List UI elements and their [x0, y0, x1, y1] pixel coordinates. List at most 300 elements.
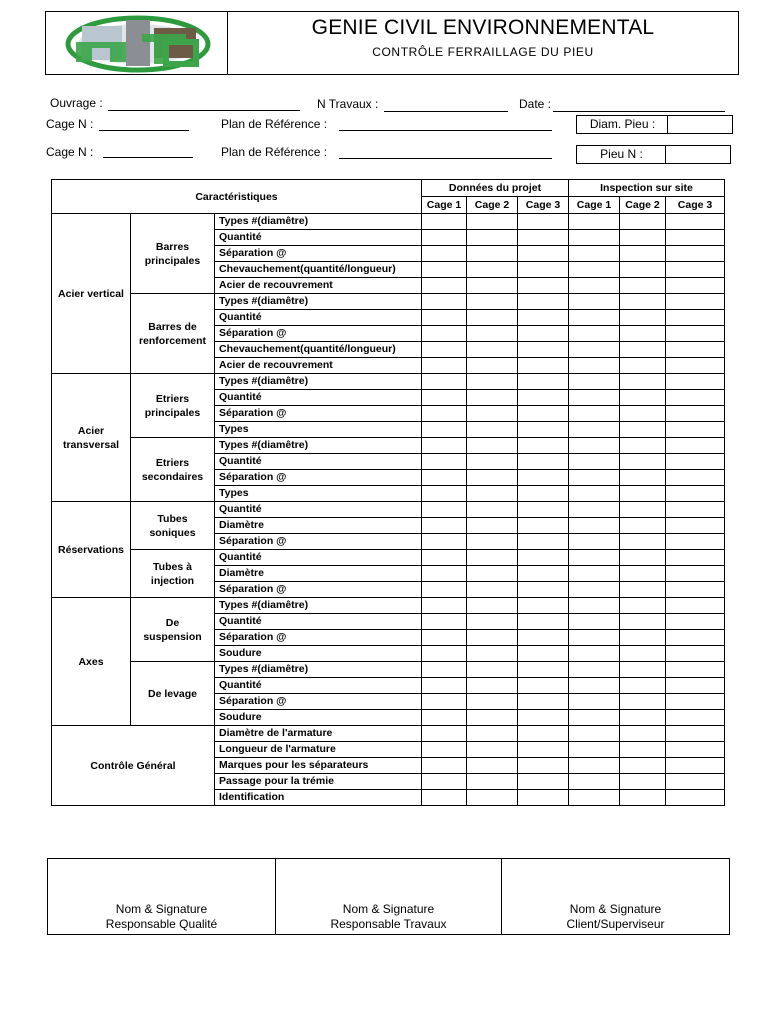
projet-cage-2-cell[interactable] — [467, 614, 518, 630]
projet-cage-1-cell[interactable] — [422, 502, 467, 518]
site-cage-3-cell[interactable] — [666, 742, 725, 758]
site-cage-2-cell[interactable] — [620, 630, 666, 646]
site-cage-3-cell[interactable] — [666, 470, 725, 486]
site-cage-1-cell[interactable] — [569, 230, 620, 246]
projet-cage-3-cell[interactable] — [518, 518, 569, 534]
site-cage-3-cell[interactable] — [666, 582, 725, 598]
projet-cage-3-cell[interactable] — [518, 310, 569, 326]
site-cage-2-cell[interactable] — [620, 486, 666, 502]
inspection-table — [51, 179, 725, 806]
site-cage-3-cell[interactable] — [666, 294, 725, 310]
site-cage-1-cell[interactable] — [569, 342, 620, 358]
projet-cage-2-cell[interactable] — [467, 422, 518, 438]
site-cage-2-cell[interactable] — [620, 662, 666, 678]
inspection-site-header: Inspection sur site — [569, 180, 725, 197]
site-cage-3-cell[interactable] — [666, 518, 725, 534]
site-cage-2-cell[interactable] — [620, 374, 666, 390]
projet-cage-3-cell[interactable] — [518, 390, 569, 406]
projet-cage-1-cell[interactable] — [422, 230, 467, 246]
projet-cage-1-cell[interactable] — [422, 438, 467, 454]
item-label: Longueur de l'armature — [215, 742, 422, 758]
site-cage-3-cell[interactable] — [666, 246, 725, 262]
projet-cage-3-cell[interactable] — [518, 294, 569, 310]
projet-cage-1-cell[interactable] — [422, 518, 467, 534]
projet-cage-3-cell[interactable] — [518, 742, 569, 758]
signature-client-line2: Client/Superviseur — [566, 917, 665, 931]
item-label: Diamètre de l'armature — [215, 726, 422, 742]
site-cage-1-cell[interactable] — [569, 326, 620, 342]
site-cage-3-header: Cage 3 — [666, 197, 725, 214]
projet-cage-3-cell[interactable] — [518, 214, 569, 230]
site-cage-1-cell[interactable] — [569, 598, 620, 614]
projet-cage-3-cell[interactable] — [518, 662, 569, 678]
site-cage-1-cell[interactable] — [569, 678, 620, 694]
site-cage-1-cell[interactable] — [569, 550, 620, 566]
donnees-projet-header: Données du projet — [422, 180, 569, 197]
item-label: Types #(diamêtre) — [215, 662, 422, 678]
site-cage-3-cell[interactable] — [666, 214, 725, 230]
signature-works-line1: Nom & Signature — [342, 902, 435, 916]
projet-cage-2-cell[interactable] — [467, 486, 518, 502]
diam-pieu-value[interactable] — [667, 116, 732, 133]
site-cage-1-cell[interactable] — [569, 518, 620, 534]
pieu-n-box[interactable] — [576, 145, 731, 164]
item-label: Quantité — [215, 678, 422, 694]
projet-cage-3-header: Cage 3 — [518, 197, 569, 214]
projet-cage-1-cell[interactable] — [422, 390, 467, 406]
site-cage-3-cell[interactable] — [666, 710, 725, 726]
site-cage-1-cell[interactable] — [569, 390, 620, 406]
site-cage-3-cell[interactable] — [666, 278, 725, 294]
projet-cage-3-cell[interactable] — [518, 758, 569, 774]
item-label: Types — [215, 486, 422, 502]
signature-client[interactable] — [502, 859, 730, 935]
projet-cage-1-cell[interactable] — [422, 278, 467, 294]
site-cage-2-cell[interactable] — [620, 342, 666, 358]
item-label: Diamètre — [215, 566, 422, 582]
group-label: Acier transversal — [52, 374, 131, 502]
site-cage-3-cell[interactable] — [666, 614, 725, 630]
site-cage-3-cell[interactable] — [666, 390, 725, 406]
site-cage-1-cell[interactable] — [569, 486, 620, 502]
projet-cage-3-cell[interactable] — [518, 486, 569, 502]
projet-cage-3-cell[interactable] — [518, 422, 569, 438]
item-label: Acier de recouvrement — [215, 358, 422, 374]
projet-cage-2-cell[interactable] — [467, 646, 518, 662]
site-cage-2-cell[interactable] — [620, 278, 666, 294]
site-cage-1-cell[interactable] — [569, 614, 620, 630]
signature-quality-line1: Nom & Signature — [115, 902, 208, 916]
site-cage-2-cell[interactable] — [620, 406, 666, 422]
projet-cage-1-cell[interactable] — [422, 678, 467, 694]
projet-cage-1-cell[interactable] — [422, 758, 467, 774]
document-header — [45, 11, 739, 75]
projet-cage-2-cell[interactable] — [467, 710, 518, 726]
site-cage-1-cell[interactable] — [569, 582, 620, 598]
table-row — [52, 550, 725, 566]
projet-cage-1-cell[interactable] — [422, 454, 467, 470]
table-row — [52, 598, 725, 614]
projet-cage-3-cell[interactable] — [518, 646, 569, 662]
table-row — [52, 214, 725, 230]
site-cage-1-cell[interactable] — [569, 774, 620, 790]
projet-cage-2-cell[interactable] — [467, 518, 518, 534]
site-cage-2-cell[interactable] — [620, 566, 666, 582]
projet-cage-2-cell[interactable] — [467, 454, 518, 470]
projet-cage-3-cell[interactable] — [518, 230, 569, 246]
projet-cage-2-cell[interactable] — [467, 390, 518, 406]
projet-cage-2-cell[interactable] — [467, 310, 518, 326]
table-row — [52, 294, 725, 310]
site-cage-2-cell[interactable] — [620, 726, 666, 742]
projet-cage-2-cell[interactable] — [467, 342, 518, 358]
projet-cage-2-cell[interactable] — [467, 774, 518, 790]
projet-cage-1-cell[interactable] — [422, 662, 467, 678]
projet-cage-3-cell[interactable] — [518, 374, 569, 390]
site-cage-1-cell[interactable] — [569, 454, 620, 470]
projet-cage-2-cell[interactable] — [467, 214, 518, 230]
item-label: Acier de recouvrement — [215, 278, 422, 294]
site-cage-3-cell[interactable] — [666, 502, 725, 518]
projet-cage-3-cell[interactable] — [518, 406, 569, 422]
site-cage-3-cell[interactable] — [666, 342, 725, 358]
subgroup-label: Etriers secondaires — [131, 438, 215, 502]
site-cage-3-cell[interactable] — [666, 758, 725, 774]
projet-cage-1-cell[interactable] — [422, 374, 467, 390]
projet-cage-3-cell[interactable] — [518, 774, 569, 790]
subgroup-label: Tubes soniques — [131, 502, 215, 550]
item-label: Identification — [215, 790, 422, 806]
projet-cage-3-cell[interactable] — [518, 630, 569, 646]
site-cage-1-cell[interactable] — [569, 214, 620, 230]
item-label: Diamètre — [215, 518, 422, 534]
signature-client-line1: Nom & Signature — [569, 902, 662, 916]
projet-cage-3-cell[interactable] — [518, 262, 569, 278]
projet-cage-2-cell[interactable] — [467, 550, 518, 566]
projet-cage-2-header: Cage 2 — [467, 197, 518, 214]
site-cage-3-cell[interactable] — [666, 630, 725, 646]
document-title: GENIE CIVIL ENVIRONNEMENTAL — [311, 16, 655, 39]
site-cage-2-cell[interactable] — [620, 742, 666, 758]
projet-cage-3-cell[interactable] — [518, 326, 569, 342]
pieu-n-value[interactable] — [665, 146, 730, 163]
item-label: Quantité — [215, 502, 422, 518]
site-cage-2-cell[interactable] — [620, 310, 666, 326]
site-cage-1-cell[interactable] — [569, 742, 620, 758]
projet-cage-1-cell[interactable] — [422, 214, 467, 230]
projet-cage-1-cell[interactable] — [422, 742, 467, 758]
site-cage-1-cell[interactable] — [569, 278, 620, 294]
projet-cage-1-cell[interactable] — [422, 534, 467, 550]
projet-cage-3-cell[interactable] — [518, 550, 569, 566]
plan-reference-label-1: Plan de Référence : — [221, 117, 328, 131]
projet-cage-2-cell[interactable] — [467, 598, 518, 614]
projet-cage-3-cell[interactable] — [518, 534, 569, 550]
projet-cage-3-cell[interactable] — [518, 598, 569, 614]
projet-cage-2-cell[interactable] — [467, 566, 518, 582]
projet-cage-2-cell[interactable] — [467, 726, 518, 742]
projet-cage-2-cell[interactable] — [467, 470, 518, 486]
projet-cage-2-cell[interactable] — [467, 278, 518, 294]
projet-cage-2-cell[interactable] — [467, 326, 518, 342]
item-label: Chevauchement(quantité/longueur) — [215, 342, 422, 358]
projet-cage-1-cell[interactable] — [422, 582, 467, 598]
projet-cage-2-cell[interactable] — [467, 406, 518, 422]
site-cage-1-header: Cage 1 — [569, 197, 620, 214]
projet-cage-2-cell[interactable] — [467, 742, 518, 758]
site-cage-1-cell[interactable] — [569, 294, 620, 310]
subgroup-label: Etriers principales — [131, 374, 215, 438]
site-cage-3-cell[interactable] — [666, 406, 725, 422]
projet-cage-1-cell[interactable] — [422, 646, 467, 662]
site-cage-1-cell[interactable] — [569, 406, 620, 422]
site-cage-3-cell[interactable] — [666, 374, 725, 390]
projet-cage-1-cell[interactable] — [422, 406, 467, 422]
site-cage-3-cell[interactable] — [666, 678, 725, 694]
site-cage-3-cell[interactable] — [666, 262, 725, 278]
n-travaux-label: N Travaux : — [317, 97, 379, 111]
table-row — [52, 726, 725, 742]
projet-cage-1-cell[interactable] — [422, 726, 467, 742]
company-logo — [46, 12, 226, 74]
site-cage-3-cell[interactable] — [666, 438, 725, 454]
site-cage-2-cell[interactable] — [620, 710, 666, 726]
site-cage-1-cell[interactable] — [569, 502, 620, 518]
site-cage-1-cell[interactable] — [569, 374, 620, 390]
projet-cage-2-cell[interactable] — [467, 294, 518, 310]
projet-cage-1-cell[interactable] — [422, 342, 467, 358]
subgroup-label: Barres principales — [131, 214, 215, 294]
site-cage-3-cell[interactable] — [666, 230, 725, 246]
cage-n-label-1: Cage N : — [46, 117, 94, 131]
item-label: Quantité — [215, 390, 422, 406]
signature-quality[interactable] — [48, 859, 276, 935]
plan-reference-field-2[interactable] — [339, 158, 552, 159]
projet-cage-1-cell[interactable] — [422, 294, 467, 310]
site-cage-2-cell[interactable] — [620, 422, 666, 438]
projet-cage-3-cell[interactable] — [518, 694, 569, 710]
item-label: Séparation @ — [215, 694, 422, 710]
site-cage-2-cell[interactable] — [620, 758, 666, 774]
signature-works[interactable] — [276, 859, 502, 935]
projet-cage-3-cell[interactable] — [518, 726, 569, 742]
projet-cage-3-cell[interactable] — [518, 582, 569, 598]
site-cage-1-cell[interactable] — [569, 246, 620, 262]
site-cage-2-cell[interactable] — [620, 470, 666, 486]
site-cage-2-cell[interactable] — [620, 614, 666, 630]
projet-cage-1-cell[interactable] — [422, 614, 467, 630]
projet-cage-1-cell[interactable] — [422, 262, 467, 278]
site-cage-3-cell[interactable] — [666, 310, 725, 326]
projet-cage-3-cell[interactable] — [518, 566, 569, 582]
projet-cage-3-cell[interactable] — [518, 454, 569, 470]
site-cage-1-cell[interactable] — [569, 566, 620, 582]
projet-cage-1-cell[interactable] — [422, 326, 467, 342]
projet-cage-3-cell[interactable] — [518, 790, 569, 806]
projet-cage-2-cell[interactable] — [467, 502, 518, 518]
projet-cage-1-cell[interactable] — [422, 630, 467, 646]
group-label: Axes — [52, 598, 131, 726]
site-cage-2-cell[interactable] — [620, 646, 666, 662]
site-cage-2-cell[interactable] — [620, 358, 666, 374]
site-cage-2-cell[interactable] — [620, 438, 666, 454]
site-cage-3-cell[interactable] — [666, 550, 725, 566]
item-label: Chevauchement(quantité/longueur) — [215, 262, 422, 278]
site-cage-3-cell[interactable] — [666, 598, 725, 614]
cage-n-field-1[interactable] — [99, 130, 189, 131]
site-cage-2-cell[interactable] — [620, 326, 666, 342]
projet-cage-2-cell[interactable] — [467, 694, 518, 710]
subgroup-label: De suspension — [131, 598, 215, 662]
projet-cage-1-cell[interactable] — [422, 566, 467, 582]
plan-reference-field-1[interactable] — [339, 130, 552, 131]
diam-pieu-box[interactable] — [576, 115, 733, 134]
site-cage-2-cell[interactable] — [620, 534, 666, 550]
projet-cage-2-cell[interactable] — [467, 230, 518, 246]
site-cage-3-cell[interactable] — [666, 646, 725, 662]
projet-cage-1-cell[interactable] — [422, 486, 467, 502]
site-cage-3-cell[interactable] — [666, 358, 725, 374]
projet-cage-3-cell[interactable] — [518, 470, 569, 486]
site-cage-1-cell[interactable] — [569, 790, 620, 806]
projet-cage-1-cell[interactable] — [422, 246, 467, 262]
site-cage-1-cell[interactable] — [569, 470, 620, 486]
site-cage-2-cell[interactable] — [620, 230, 666, 246]
projet-cage-2-cell[interactable] — [467, 678, 518, 694]
projet-cage-3-cell[interactable] — [518, 342, 569, 358]
site-cage-2-cell[interactable] — [620, 294, 666, 310]
site-cage-1-cell[interactable] — [569, 694, 620, 710]
projet-cage-1-cell[interactable] — [422, 422, 467, 438]
projet-cage-1-cell[interactable] — [422, 358, 467, 374]
site-cage-1-cell[interactable] — [569, 726, 620, 742]
projet-cage-2-cell[interactable] — [467, 758, 518, 774]
projet-cage-3-cell[interactable] — [518, 502, 569, 518]
site-cage-1-cell[interactable] — [569, 358, 620, 374]
item-label: Séparation @ — [215, 246, 422, 262]
projet-cage-1-cell[interactable] — [422, 470, 467, 486]
site-cage-2-cell[interactable] — [620, 774, 666, 790]
projet-cage-3-cell[interactable] — [518, 614, 569, 630]
caracteristiques-header: Caractéristiques — [52, 180, 422, 214]
item-label: Séparation @ — [215, 470, 422, 486]
pieu-n-label: Pieu N : — [600, 147, 643, 161]
projet-cage-2-cell[interactable] — [467, 438, 518, 454]
table-row — [52, 662, 725, 678]
table-row — [52, 438, 725, 454]
date-field[interactable] — [553, 111, 725, 112]
subgroup-label: De levage — [131, 662, 215, 726]
site-cage-1-cell[interactable] — [569, 438, 620, 454]
site-cage-2-cell[interactable] — [620, 390, 666, 406]
projet-cage-3-cell[interactable] — [518, 246, 569, 262]
site-cage-3-cell[interactable] — [666, 790, 725, 806]
site-cage-3-cell[interactable] — [666, 326, 725, 342]
site-cage-2-cell[interactable] — [620, 502, 666, 518]
table-row — [52, 502, 725, 518]
site-cage-2-cell[interactable] — [620, 262, 666, 278]
projet-cage-1-cell[interactable] — [422, 774, 467, 790]
projet-cage-3-cell[interactable] — [518, 358, 569, 374]
ouvrage-field[interactable] — [108, 110, 300, 111]
item-label: Passage pour la trémie — [215, 774, 422, 790]
projet-cage-2-cell[interactable] — [467, 534, 518, 550]
projet-cage-3-cell[interactable] — [518, 438, 569, 454]
item-label: Quantité — [215, 454, 422, 470]
site-cage-2-cell[interactable] — [620, 246, 666, 262]
item-label: Types #(diamêtre) — [215, 374, 422, 390]
projet-cage-2-cell[interactable] — [467, 246, 518, 262]
site-cage-1-cell[interactable] — [569, 422, 620, 438]
projet-cage-2-cell[interactable] — [467, 582, 518, 598]
projet-cage-3-cell[interactable] — [518, 278, 569, 294]
site-cage-3-cell[interactable] — [666, 694, 725, 710]
signature-works-line2: Responsable Travaux — [330, 917, 447, 931]
site-cage-1-cell[interactable] — [569, 262, 620, 278]
projet-cage-2-cell[interactable] — [467, 262, 518, 278]
item-label: Types — [215, 422, 422, 438]
site-cage-3-cell[interactable] — [666, 662, 725, 678]
projet-cage-1-cell[interactable] — [422, 710, 467, 726]
site-cage-3-cell[interactable] — [666, 534, 725, 550]
site-cage-2-cell[interactable] — [620, 214, 666, 230]
item-label: Types #(diamêtre) — [215, 438, 422, 454]
projet-cage-3-cell[interactable] — [518, 678, 569, 694]
projet-cage-1-cell[interactable] — [422, 550, 467, 566]
item-label: Séparation @ — [215, 326, 422, 342]
site-cage-2-cell[interactable] — [620, 790, 666, 806]
site-cage-3-cell[interactable] — [666, 422, 725, 438]
site-cage-2-cell[interactable] — [620, 694, 666, 710]
site-cage-1-cell[interactable] — [569, 646, 620, 662]
site-cage-2-cell[interactable] — [620, 598, 666, 614]
projet-cage-2-cell[interactable] — [467, 790, 518, 806]
projet-cage-1-cell[interactable] — [422, 790, 467, 806]
projet-cage-2-cell[interactable] — [467, 358, 518, 374]
site-cage-1-cell[interactable] — [569, 534, 620, 550]
site-cage-1-cell[interactable] — [569, 662, 620, 678]
cage-n-field-2[interactable] — [103, 157, 193, 158]
projet-cage-2-cell[interactable] — [467, 662, 518, 678]
site-cage-2-cell[interactable] — [620, 454, 666, 470]
projet-cage-3-cell[interactable] — [518, 710, 569, 726]
projet-cage-1-cell[interactable] — [422, 310, 467, 326]
n-travaux-field[interactable] — [384, 111, 508, 112]
site-cage-3-cell[interactable] — [666, 486, 725, 502]
site-cage-2-cell[interactable] — [620, 550, 666, 566]
group-label: Contrôle Général — [52, 726, 215, 806]
site-cage-1-cell[interactable] — [569, 310, 620, 326]
site-cage-1-cell[interactable] — [569, 630, 620, 646]
ouvrage-label: Ouvrage : — [50, 96, 103, 110]
site-cage-1-cell[interactable] — [569, 758, 620, 774]
item-label: Quantité — [215, 230, 422, 246]
projet-cage-2-cell[interactable] — [467, 374, 518, 390]
projet-cage-1-cell[interactable] — [422, 598, 467, 614]
site-cage-2-cell[interactable] — [620, 678, 666, 694]
projet-cage-1-cell[interactable] — [422, 694, 467, 710]
site-cage-3-cell[interactable] — [666, 454, 725, 470]
site-cage-3-cell[interactable] — [666, 566, 725, 582]
projet-cage-2-cell[interactable] — [467, 630, 518, 646]
site-cage-2-cell[interactable] — [620, 582, 666, 598]
site-cage-3-cell[interactable] — [666, 726, 725, 742]
site-cage-2-header: Cage 2 — [620, 197, 666, 214]
table-row — [52, 374, 725, 390]
site-cage-2-cell[interactable] — [620, 518, 666, 534]
site-cage-3-cell[interactable] — [666, 774, 725, 790]
site-cage-1-cell[interactable] — [569, 710, 620, 726]
